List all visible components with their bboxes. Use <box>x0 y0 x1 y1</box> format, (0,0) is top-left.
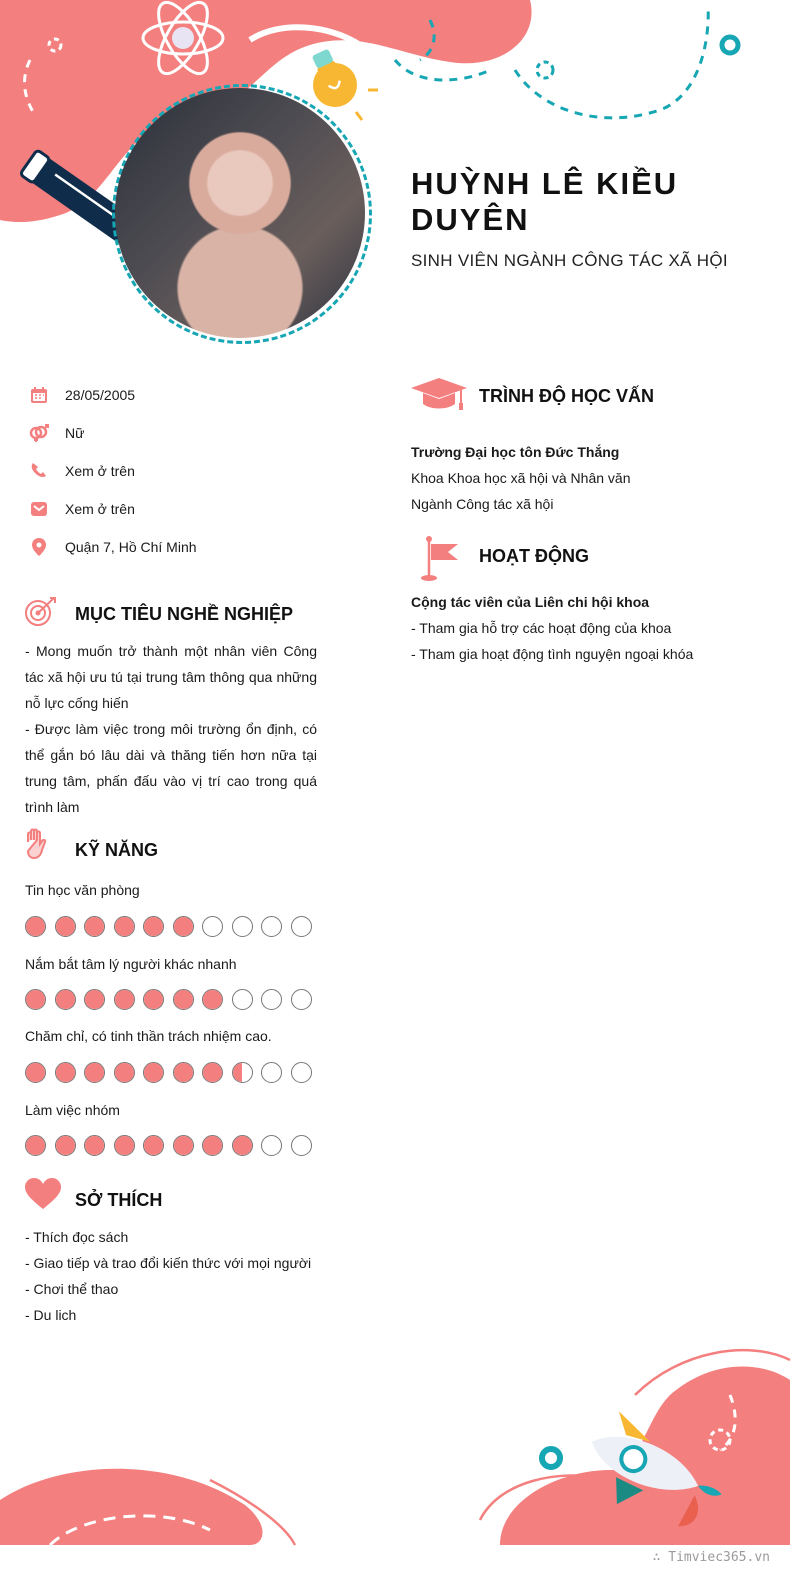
rating-dot <box>261 1062 282 1083</box>
objective-text <box>25 638 317 820</box>
rating-dot <box>232 989 253 1010</box>
rating-dot <box>291 989 312 1010</box>
rating-dot <box>232 1062 253 1083</box>
rating-dot <box>202 916 223 937</box>
rating-dot <box>261 1135 282 1156</box>
contact-text: Quận 7, Hồ Chí Minh <box>65 539 197 555</box>
rating-dot <box>173 1062 194 1083</box>
hobby-item: - Giao tiếp và trao đổi kiến thức với mọi người <box>25 1255 312 1271</box>
rating-dot <box>143 989 164 1010</box>
contact-text: Xem ở trên <box>65 501 135 517</box>
contact-text: Nữ <box>65 425 85 441</box>
job-title: SINH VIÊN NGÀNH CÔNG TÁC XÃ HỘI <box>411 251 728 270</box>
school-name: Trường Đại học tôn Đức Thắng <box>411 444 620 460</box>
rating-dot <box>55 989 76 1010</box>
calendar-icon <box>28 384 50 406</box>
target-icon <box>24 595 58 634</box>
rating-dot <box>55 1062 76 1083</box>
rating-dot <box>173 989 194 1010</box>
contact-phone <box>28 459 135 483</box>
skill-rating <box>25 1062 312 1083</box>
graduation-cap-icon <box>411 378 467 419</box>
rating-dot <box>84 916 105 937</box>
rating-dot <box>143 1135 164 1156</box>
full-name: HUỲNH LÊ KIỀU DUYÊN <box>411 166 679 237</box>
rating-dot <box>261 989 282 1010</box>
activity-item: - Tham gia hỗ trợ các hoạt động của khoa <box>411 620 672 636</box>
education-line: Khoa Khoa học xã hội và Nhân văn <box>411 470 631 486</box>
skill-label: Tin học văn phòng <box>25 882 140 898</box>
rating-dot <box>55 916 76 937</box>
activity-role: Cộng tác viên của Liên chi hội khoa <box>411 594 650 610</box>
rating-dot <box>25 989 46 1010</box>
heart-icon <box>24 1178 62 1215</box>
rating-dot <box>114 989 135 1010</box>
objective-title: MỤC TIÊU NGHỀ NGHIỆP <box>75 604 294 624</box>
contact-address <box>28 535 197 559</box>
rating-dot <box>84 1135 105 1156</box>
contact-text: 28/05/2005 <box>65 387 136 403</box>
hobby-item: - Thích đọc sách <box>25 1229 129 1245</box>
skill-label: Làm việc nhóm <box>25 1102 120 1118</box>
activity-item: - Tham gia hoạt động tình nguyện ngoại khóa <box>411 646 694 662</box>
rating-dot <box>25 1135 46 1156</box>
avatar <box>115 88 365 338</box>
rating-dot <box>143 916 164 937</box>
rating-dot <box>232 1135 253 1156</box>
gender-icon <box>28 422 50 444</box>
rating-dot <box>84 1062 105 1083</box>
email-icon <box>28 498 50 520</box>
rating-dot <box>173 916 194 937</box>
rating-dot <box>202 989 223 1010</box>
rating-dot <box>114 1135 135 1156</box>
education-details <box>411 439 631 517</box>
rating-dot <box>173 1135 194 1156</box>
hobbies-list <box>25 1224 311 1328</box>
rating-dot <box>25 916 46 937</box>
location-pin-icon <box>28 536 50 558</box>
contact-email <box>28 497 135 521</box>
skill-rating <box>25 989 312 1010</box>
contact-birthdate <box>28 383 136 407</box>
phone-icon <box>28 460 50 482</box>
rating-dot <box>143 1062 164 1083</box>
hand-icon <box>24 828 48 865</box>
rating-dot <box>202 1062 223 1083</box>
skills-title: KỸ NĂNG <box>75 840 159 860</box>
rating-dot <box>291 916 312 937</box>
rating-dot <box>232 916 253 937</box>
rating-dot <box>114 916 135 937</box>
rating-dot <box>25 1062 46 1083</box>
education-line: Ngành Công tác xã hội <box>411 496 554 512</box>
hobbies-title: SỞ THÍCH <box>75 1190 163 1210</box>
rating-dot <box>261 916 282 937</box>
rating-dot <box>84 989 105 1010</box>
contact-gender <box>28 421 85 445</box>
skill-rating <box>25 916 312 937</box>
skill-rating <box>25 1135 312 1156</box>
rating-dot <box>291 1135 312 1156</box>
rating-dot <box>55 1135 76 1156</box>
activities-details <box>411 589 693 667</box>
flag-icon <box>418 536 460 587</box>
education-title: TRÌNH ĐỘ HỌC VẤN <box>479 386 654 406</box>
rating-dot <box>114 1062 135 1083</box>
watermark: ∴ Timviec365.vn <box>652 1550 770 1565</box>
contact-text: Xem ở trên <box>65 463 135 479</box>
activities-title: HOẠT ĐỘNG <box>479 546 589 566</box>
rating-dot <box>202 1135 223 1156</box>
hobby-item: - Chơi thể thao <box>25 1281 119 1297</box>
rating-dot <box>291 1062 312 1083</box>
hobby-item: - Du lich <box>25 1307 77 1323</box>
objective-line: - Mong muốn trở thành một nhân viên Công tác xã hội ưu tú tại trung tâm thông qua những nỗ lực cống hiến <box>25 643 317 711</box>
skill-label: Nắm bắt tâm lý người khác nhanh <box>25 956 237 972</box>
objective-line: - Được làm việc trong môi trường ổn định, có thể gắn bó lâu dài và thăng tiến hơn nữa tại trung tâm, phấn đấu vào vị trí cao trong quá trình làm <box>25 721 317 815</box>
skill-label: Chăm chỉ, có tinh thần trách nhiệm cao. <box>25 1028 272 1044</box>
